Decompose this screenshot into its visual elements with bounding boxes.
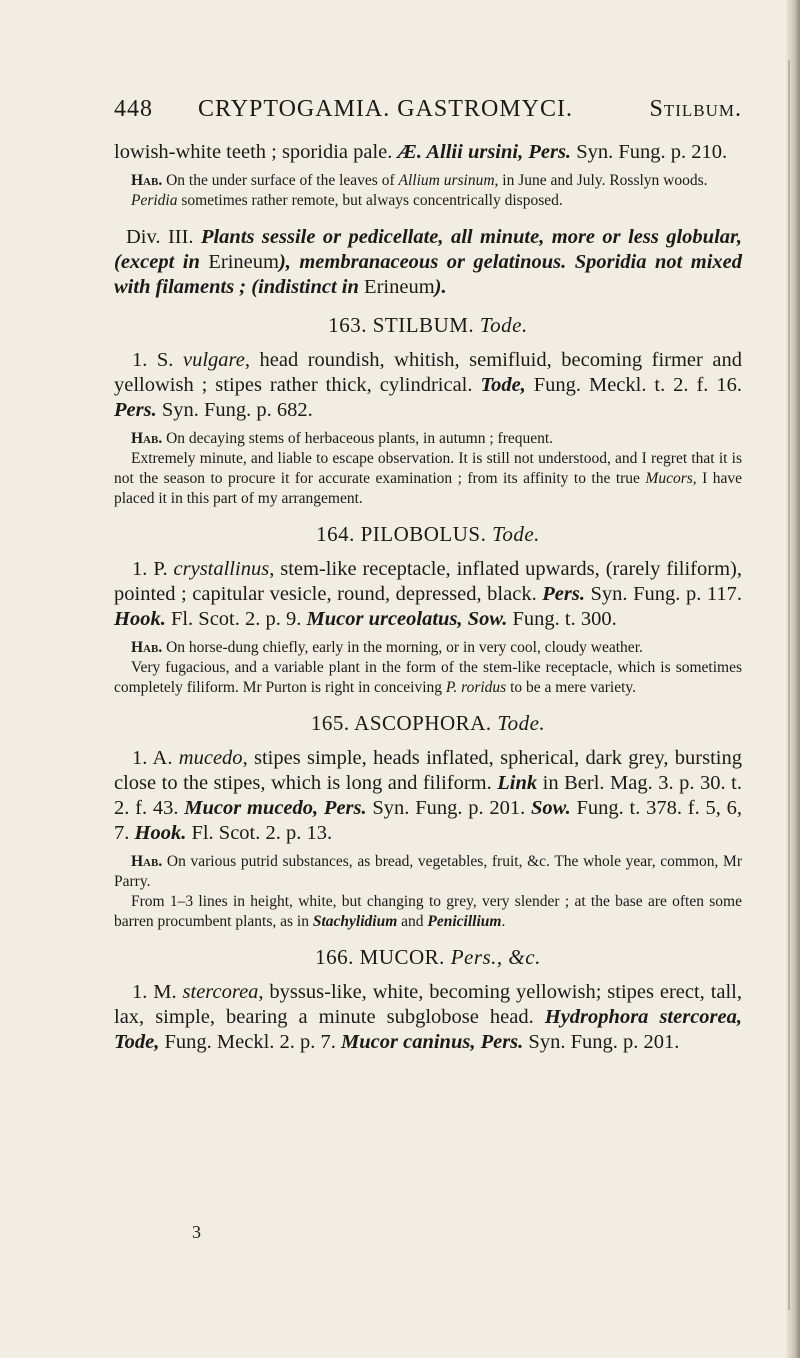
species-citation: Fl. Scot. 2. p. 13. [186, 822, 333, 844]
species-entry-163-1 [114, 348, 742, 423]
genus-author: Tode. [479, 313, 528, 337]
species-label: 1. S. [132, 349, 183, 371]
signature-mark: 3 [192, 1222, 201, 1242]
genus-author: Tode. [492, 522, 540, 546]
species-citation: Syn. Fung. p. 117. [584, 583, 742, 605]
note-term: P. roridus [445, 679, 507, 696]
species-label: 1. A. [132, 747, 179, 769]
habitat-label: Hab. [131, 430, 163, 447]
species-reference: Tode, [480, 374, 526, 396]
habitat-text: On decaying stems of herbaceous plants, in autumn ; frequent. [162, 430, 554, 447]
note-text: Extremely minute, and liable to escape observation. It is still not understood, and I regret that it is not the season to procure it for accurate examination ; from its affinity to the true [114, 450, 742, 487]
species-reference: Hook. [114, 608, 166, 630]
division-genus-1: Erineum [208, 251, 279, 273]
intro-text: lowish-white teeth ; sporidia pale. [114, 141, 398, 163]
intro-note [114, 191, 742, 211]
habitat-text: On various putrid substances, as bread, vegetables, fruit, &c. The whole year, common, Mr Parry. [114, 853, 742, 890]
species-citation: Syn. Fung. p. 201. [366, 797, 532, 819]
species-reference: Pers. [114, 399, 157, 421]
genus-heading-164 [114, 521, 742, 547]
intro-paragraph [114, 140, 742, 165]
species-entry-164-1 [114, 557, 742, 632]
note-term: Stachylidium [312, 913, 398, 930]
species-name: stercorea [182, 981, 259, 1003]
species-reference: Mucor mucedo, Pers. [184, 797, 367, 819]
species-reference: Hydrophora stercorea, Tode, [114, 1006, 742, 1053]
division-heading [114, 225, 742, 300]
intro-text-end: Syn. Fung. p. 210. [571, 141, 728, 163]
note-text-end: , I have placed it in this part of my arrangement. [114, 470, 743, 507]
species-citation: Syn. Fung. p. 682. [156, 399, 313, 421]
genus-name: 164. PILOBOLUS. [316, 522, 487, 546]
note-164 [114, 658, 742, 698]
genus-author: Tode. [497, 711, 546, 735]
genus-author: Pers., &c. [450, 945, 541, 969]
habitat-label: Hab. [131, 853, 163, 870]
habitat-label: Hab. [131, 172, 163, 189]
division-label: Div. III. [126, 226, 194, 248]
division-text-2: ), membranaceous or gelatinous. Sporidia not mixed with filaments ; (indistinct in [114, 251, 743, 298]
division-genus-2: Erineum [364, 276, 435, 298]
species-description: , byssus-like, white, becoming yellowish; stipes erect, tall, lax, simple, bearing a minute subglobose head. [114, 981, 743, 1028]
species-citation: Fl. Scot. 2. p. 9. [165, 608, 307, 630]
species-label: 1. M. [132, 981, 183, 1003]
note-163 [114, 449, 742, 509]
species-name: mucedo [178, 747, 243, 769]
genus-name: 165. ASCOPHORA. [310, 711, 492, 735]
header-title: CRYPTOGAMIA. GASTROMYCI. [198, 96, 573, 122]
division-text-1: Plants sessile or pedicellate, all minute, more or less globular, (except in [114, 226, 742, 273]
species-entry-166-1 [114, 980, 742, 1055]
species-citation: Fung. t. 300. [507, 608, 617, 630]
genus-name: 166. MUCOR. [315, 945, 445, 969]
species-citation: Syn. Fung. p. 201. [523, 1031, 680, 1053]
genus-heading-166 [114, 944, 742, 970]
intro-reference: Æ. Allii ursini, Pers. [397, 141, 572, 163]
note-term: Peridia [131, 192, 178, 209]
page-body [114, 140, 742, 1055]
species-citation: Fung. t. 378. f. 5, 6, 7. [114, 797, 743, 844]
habitat-text: On the under surface of the leaves of [162, 172, 399, 189]
species-entry-165-1 [114, 746, 742, 846]
habitat-text: On horse-dung chiefly, early in the morning, or in very cool, cloudy weather. [162, 639, 643, 656]
species-reference: Sow. [531, 797, 571, 819]
note-text: From 1–3 lines in height, white, but changing to grey, very slender ; at the base are often some barren procumbent plants, as in [114, 893, 742, 930]
species-name: crystallinus [173, 558, 270, 580]
species-reference: Mucor urceolatus, Sow. [306, 608, 508, 630]
species-description: , head roundish, whitish, semifluid, becoming firmer and yellowish ; stipes rather thick, cylindrical. [114, 349, 742, 396]
note-term: Penicillium [427, 913, 502, 930]
species-citation: Fung. Meckl. t. 2. f. 16. [525, 374, 742, 396]
note-text: and [397, 913, 428, 930]
note-text: Very fugacious, and a variable plant in the form of the stem-like receptacle, which is sometimes completely filiform. Mr Purton is right in conceiving [114, 659, 742, 696]
note-term: Mucors [645, 470, 693, 487]
habitat-text-end: , in June and July. Rosslyn woods. [494, 172, 708, 189]
species-label: 1. P. [132, 558, 174, 580]
species-description: , stipes simple, heads inflated, spherical, dark grey, bursting close to the stipes, which is long and filiform. [114, 747, 742, 794]
page-edge-line [788, 60, 790, 1310]
genus-heading-163 [114, 312, 742, 338]
species-reference: Mucor caninus, Pers. [341, 1031, 524, 1053]
species-reference: Hook. [134, 822, 187, 844]
species-citation: in Berl. Mag. 3. p. 30. t. 2. f. 43. [114, 772, 742, 819]
habitat-165 [114, 852, 742, 892]
genus-heading-165 [114, 710, 742, 736]
species-reference: Pers. [542, 583, 585, 605]
habitat-164 [114, 638, 742, 658]
page-number: 448 [114, 96, 153, 122]
species-reference: Link [497, 772, 538, 794]
species-name: vulgare [182, 349, 245, 371]
header-section: Stilbum. [649, 96, 742, 122]
intro-habitat [114, 171, 742, 191]
note-text-end: . [501, 913, 506, 930]
note-text: sometimes rather remote, but always concentrically disposed. [177, 192, 563, 209]
running-header [114, 96, 742, 126]
note-text-end: to be a mere variety. [506, 679, 637, 696]
habitat-163 [114, 429, 742, 449]
note-165 [114, 892, 742, 932]
species-description: , stem-like receptacle, inflated upwards, (rarely filiform), pointed ; capitular vesicle, round, depressed, black. [114, 558, 742, 605]
species-citation: Fung. Meckl. 2. p. 7. [159, 1031, 342, 1053]
genus-name: 163. STILBUM. [328, 313, 475, 337]
division-text-3: ). [434, 276, 447, 298]
habitat-label: Hab. [131, 639, 163, 656]
habitat-species: Allium ursinum [398, 172, 495, 189]
